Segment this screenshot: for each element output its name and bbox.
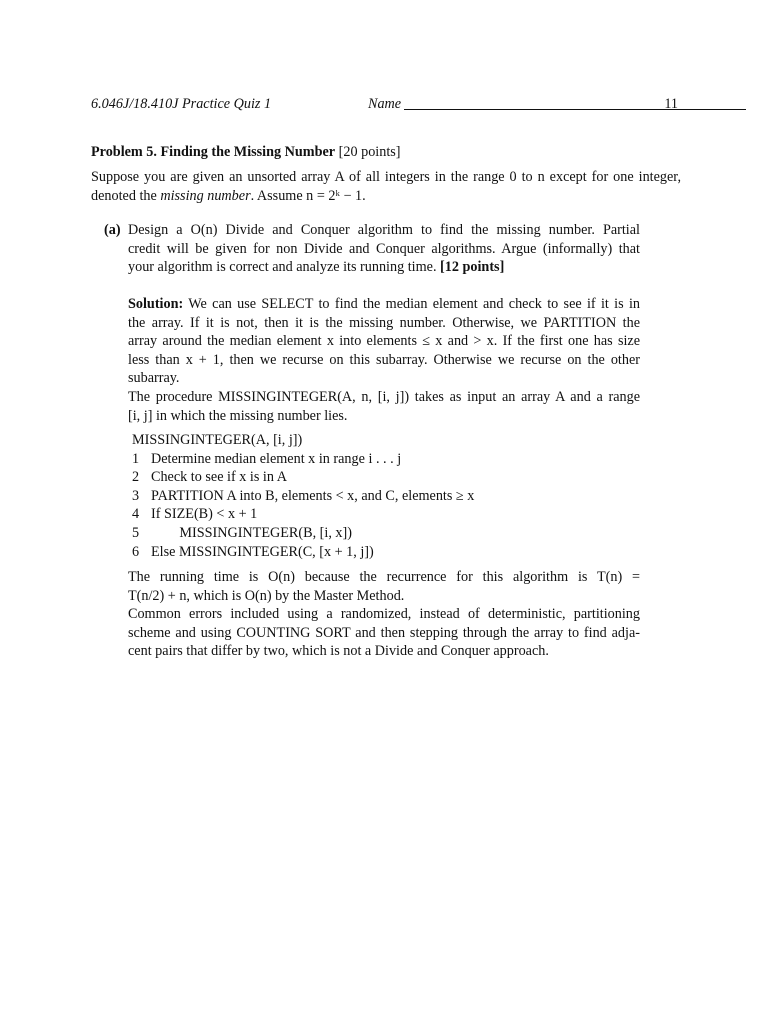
part-a-label: (a) bbox=[104, 222, 121, 238]
name-blank-line[interactable] bbox=[404, 109, 746, 110]
solution-text bbox=[128, 295, 640, 425]
problem-heading bbox=[91, 143, 401, 162]
pseudocode-line: 6 Else MISSINGINTEGER(C, [x + 1, j]) bbox=[132, 543, 374, 560]
pseudocode-line: 1 Determine median element x in range i . . . j bbox=[132, 450, 402, 467]
intro-line: Suppose you are given an unsorted array A of all integers in the range 0 to n except for one integer, bbox=[91, 169, 681, 185]
missing-number-term: missing number bbox=[160, 187, 251, 204]
analysis-text bbox=[128, 568, 640, 661]
analysis-line: cent pairs that differ by two, which is not a Divide and Conquer approach. bbox=[128, 643, 549, 660]
solution-line: [i, j] in which the missing number lies. bbox=[128, 407, 348, 424]
pseudocode-line: 4 If SIZE(B) < x + 1 bbox=[132, 506, 258, 523]
solution-line: Solution: We can use SELECT to find the median element and check to see if it is in bbox=[128, 296, 641, 312]
name-label: Name bbox=[368, 96, 402, 112]
analysis-line: Common errors included using a randomized, instead of deterministic, partitioning bbox=[128, 606, 640, 623]
problem-points: [20 points] bbox=[338, 144, 401, 160]
question-line: your algorithm is correct and analyze its running time. [12 points] bbox=[128, 259, 505, 276]
pseudocode-block bbox=[132, 431, 632, 561]
question-line: credit will be given for non Divide and Conquer algorithms. Argue (informally) that bbox=[128, 240, 640, 257]
pseudocode-line: 3 PARTITION A into B, elements < x, and C, elements ≥ x bbox=[132, 487, 475, 504]
solution-line: array around the median element x into elements ≤ x and > x. If the first one has size bbox=[128, 333, 640, 350]
solution-line: subarray. bbox=[128, 370, 180, 387]
analysis-line: The running time is O(n) because the recurrence for this algorithm is T(n) = bbox=[128, 569, 640, 585]
analysis-line: scheme and using COUNTING SORT and then stepping through the array to find adja- bbox=[128, 624, 640, 641]
part-a-points: [12 points] bbox=[440, 259, 505, 276]
solution-line: The procedure MISSINGINTEGER(A, n, [i, j]) takes as input an array A and a range bbox=[128, 388, 640, 405]
question-line: Design a O(n) Divide and Conquer algorithm to find the missing number. Partial bbox=[128, 222, 640, 238]
page-header bbox=[91, 95, 678, 115]
solution-label: Solution: bbox=[128, 296, 184, 312]
part-a-question bbox=[128, 221, 640, 277]
problem-title: Problem 5. Finding the Missing Number bbox=[91, 144, 336, 160]
intro-line: denoted the missing number. Assume n = 2ᵏ − 1. bbox=[91, 187, 366, 204]
pseudocode-line: 2 Check to see if x is in A bbox=[132, 469, 287, 486]
solution-line: less than x + 1, then we recurse on this subarray. Otherwise we recurse on the other bbox=[128, 351, 640, 368]
problem-intro bbox=[91, 168, 681, 205]
pseudocode-line: 5 MISSINGINTEGER(B, [i, x]) bbox=[132, 524, 352, 541]
analysis-line: T(n/2) + n, which is O(n) by the Master Method. bbox=[128, 587, 405, 604]
page-number: 11 bbox=[664, 96, 678, 112]
pseudocode-header: MISSINGINTEGER(A, [i, j]) bbox=[132, 432, 303, 448]
solution-line: the array. If it is not, then it is the missing number. Otherwise, we PARTITION the bbox=[128, 314, 640, 331]
course-title: 6.046J/18.410J Practice Quiz 1 bbox=[91, 96, 272, 112]
